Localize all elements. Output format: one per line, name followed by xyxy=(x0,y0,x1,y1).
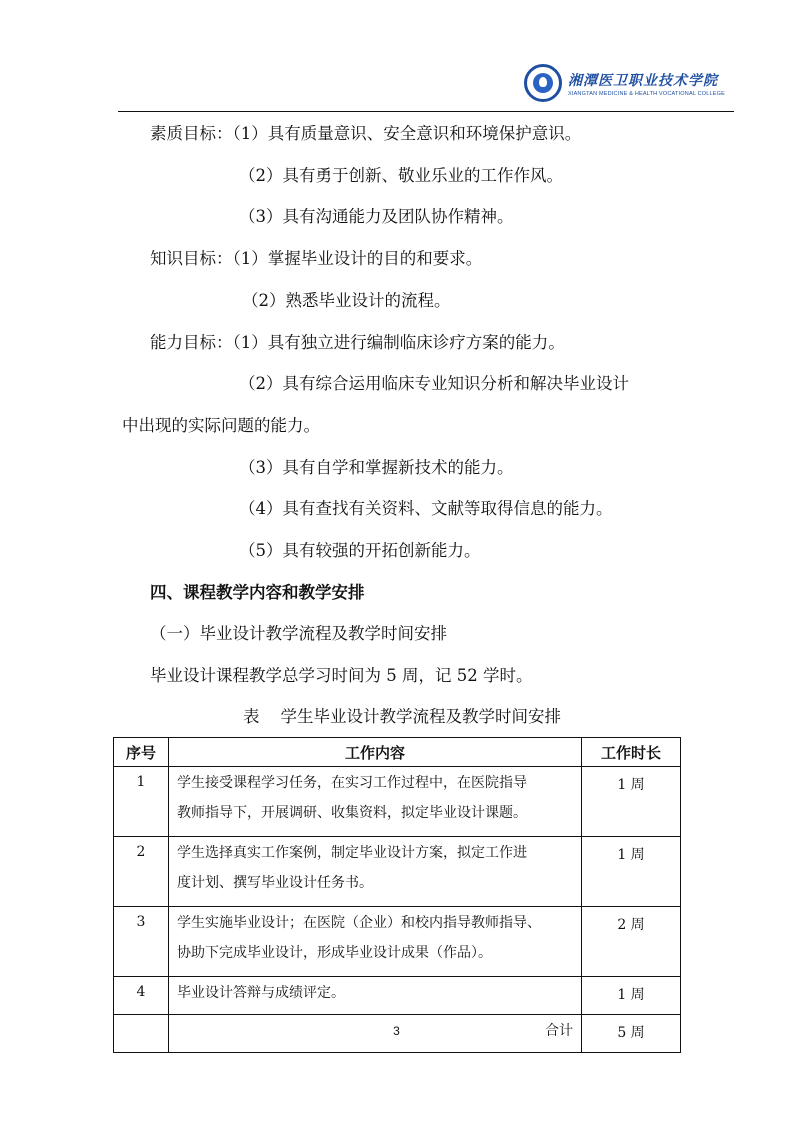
school-logo xyxy=(524,64,725,102)
header-duration: 工作时长 xyxy=(582,738,681,767)
ability-goal-3: （3）具有自学和掌握新技术的能力。 xyxy=(239,458,514,477)
school-emblem-icon xyxy=(524,64,562,102)
school-name-en: XIANGTAN MEDICINE & HEALTH VOCATIONAL COLLEGE xyxy=(567,90,725,97)
schedule-table xyxy=(113,737,681,1053)
header-no: 序号 xyxy=(114,738,169,767)
table-row xyxy=(114,767,681,837)
row-content xyxy=(169,977,582,1015)
row-content-line: 协助下完成毕业设计，形成毕业设计成果（作品）。 xyxy=(177,945,492,961)
row-no: 2 xyxy=(114,837,169,907)
row-content xyxy=(169,767,582,837)
row-content-line: 毕业设计答辩与成绩评定。 xyxy=(177,985,345,1001)
quality-goal-2: （2）具有勇于创新、敬业乐业的工作作风。 xyxy=(239,166,563,185)
row-duration: 1 周 xyxy=(582,767,681,837)
row-duration: 2 周 xyxy=(582,907,681,977)
quality-goal-3: （3）具有沟通能力及团队协作精神。 xyxy=(239,207,514,226)
page-number: 3 xyxy=(393,1024,400,1038)
row-duration: 1 周 xyxy=(582,977,681,1015)
knowledge-goal-1: 知识目标：（1）掌握毕业设计的目的和要求。 xyxy=(150,249,483,268)
row-no: 1 xyxy=(114,767,169,837)
school-name: 湘潭医卫职业技术学院 xyxy=(567,72,718,89)
row-duration: 1 周 xyxy=(582,837,681,907)
quality-goal-1: 素质目标：（1）具有质量意识、安全意识和环境保护意识。 xyxy=(150,124,582,143)
row-no: 3 xyxy=(114,907,169,977)
ability-goal-4: （4）具有查找有关资料、文献等取得信息的能力。 xyxy=(239,499,613,518)
summary-text: 毕业设计课程教学总学习时间为 5 周，记 52 学时。 xyxy=(150,666,533,685)
table-header-row xyxy=(114,738,681,767)
page-header xyxy=(118,60,733,112)
table-caption: 表 学生毕业设计教学流程及教学时间安排 xyxy=(243,707,561,726)
ability-goal-2-cont: 中出现的实际问题的能力。 xyxy=(122,416,320,435)
ability-goal-2: （2）具有综合运用临床专业知识分析和解决毕业设计 xyxy=(239,374,629,393)
row-no: 4 xyxy=(114,977,169,1015)
table-row xyxy=(114,907,681,977)
ability-goal-1: 能力目标：（1）具有独立进行编制临床诊疗方案的能力。 xyxy=(150,333,565,352)
ability-goal-5: （5）具有较强的开拓创新能力。 xyxy=(239,541,481,560)
section-heading: 四、课程教学内容和教学安排 xyxy=(150,583,365,602)
row-content xyxy=(169,907,582,977)
row-content xyxy=(169,837,582,907)
header-divider xyxy=(118,111,734,112)
total-label: 合计 xyxy=(169,1015,582,1053)
row-content-line: 教师指导下，开展调研、收集资料，拟定毕业设计课题。 xyxy=(177,805,527,821)
row-content-line: 度计划、撰写毕业设计任务书。 xyxy=(177,875,373,891)
row-content-line: 学生接受课程学习任务，在实习工作过程中，在医院指导 xyxy=(177,775,527,791)
table-row xyxy=(114,837,681,907)
total-duration: 5 周 xyxy=(582,1015,681,1053)
knowledge-goal-2: （2）熟悉毕业设计的流程。 xyxy=(242,291,451,310)
row-content-line: 学生实施毕业设计；在医院（企业）和校内指导教师指导、 xyxy=(177,915,541,931)
table-row xyxy=(114,977,681,1015)
subsection-heading: （一）毕业设计教学流程及教学时间安排 xyxy=(150,624,447,643)
row-content-line: 学生选择真实工作案例，制定毕业设计方案，拟定工作进 xyxy=(177,845,527,861)
header-content: 工作内容 xyxy=(169,738,582,767)
